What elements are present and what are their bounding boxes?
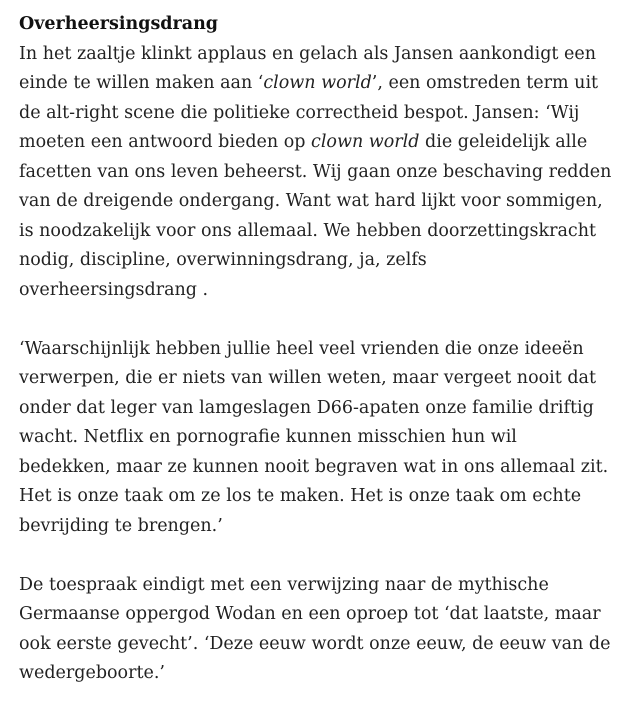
- text-line: In het zaaltje klinkt applaus en gelach als Jansen aankondigt een: [19, 43, 596, 64]
- paragraph-3: [19, 571, 615, 689]
- italic-term: clown world: [311, 132, 420, 152]
- text-span: die geleidelijk alle: [419, 132, 588, 152]
- text-line: bevrijding te brengen.’: [19, 515, 223, 536]
- text-line: ook eerste gevecht’. ‘Deze eeuw wordt onze eeuw, de eeuw van de: [19, 633, 611, 654]
- text-line: ‘Waarschijnlijk hebben jullie heel veel vrienden die onze ideeën: [19, 338, 584, 359]
- text-line: van de dreigende ondergang. Want wat hard lijkt voor sommigen,: [19, 191, 603, 211]
- paragraph-2: [19, 335, 615, 542]
- paragraph-1: [19, 40, 615, 306]
- text-line: verwerpen, die er niets van willen weten, maar vergeet nooit dat: [19, 368, 597, 388]
- text-line: is noodzakelijk voor ons allemaal. We hebben doorzettingskracht: [19, 220, 597, 241]
- text-line: [19, 128, 615, 158]
- text-line: Germaanse oppergod Wodan en een oproep tot ‘dat laatste, maar: [19, 604, 601, 624]
- text-line: De toespraak eindigt met een verwijzing naar de mythische: [19, 574, 549, 595]
- italic-term: clown world: [263, 73, 372, 93]
- text-line: facetten van ons leven beheerst. Wij gaan onze beschaving redden: [19, 161, 612, 182]
- section-heading: Overheersingsdrang: [19, 14, 219, 34]
- text-line: de alt-right scene die politieke correctheid bespot. Jansen: ‘Wij: [19, 102, 580, 123]
- text-span: ’, een omstreden term uit: [371, 73, 599, 93]
- text-line: Het is onze taak om ze los te maken. Het is onze taak om echte: [19, 486, 582, 506]
- text-line: nodig, discipline, overwinningsdrang, ja, zelfs: [19, 250, 427, 270]
- text-line: overheersingsdrang .: [19, 279, 209, 300]
- text-line: [19, 69, 615, 99]
- text-span: moeten een antwoord bieden op: [19, 132, 312, 152]
- text-line: wedergeboorte.’: [19, 663, 165, 683]
- article-body: [19, 10, 615, 689]
- text-line: wacht. Netflix en pornografie kunnen misschien hun wil: [19, 427, 517, 447]
- text-line: bedekken, maar ze kunnen nooit begraven wat in ons allemaal zit.: [19, 456, 609, 477]
- text-line: onder dat leger van lamgeslagen D66-apaten onze familie driftig: [19, 397, 594, 418]
- text-span: einde te willen maken aan ‘: [19, 73, 264, 93]
